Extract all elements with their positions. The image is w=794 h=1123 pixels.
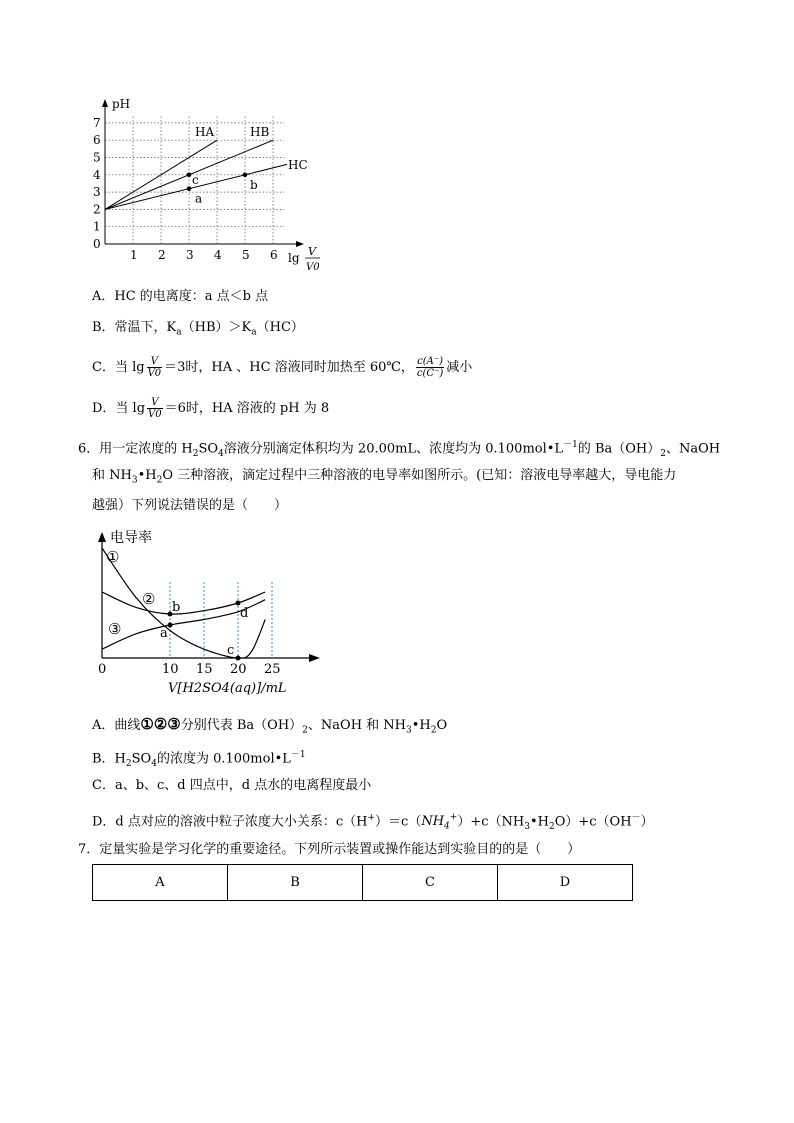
q5-option-c: C．当 lg $\frac{V}{V0}$ ＝3时，HA 、HC 溶液同时加热至 60℃， $\frac{c(A^-)}{c(C^-)}$ 减小	[92, 356, 473, 379]
curve-label-1: ①	[106, 548, 120, 566]
q6-option-b: B．$H_2SO_4$的浓度为 $0.100mol•L^{-1}$	[92, 750, 306, 769]
y-tick-label: 1	[93, 219, 101, 234]
q5-option-a: A．HC 的电离度：a 点＜b 点	[92, 289, 269, 304]
q5-option-b: B．常温下，$K_a(HB)>K_a(HC)$	[92, 320, 304, 338]
x-tick-label: 1	[130, 248, 138, 262]
q7-header-b: B	[228, 865, 363, 901]
x-axis-label-num: V	[308, 245, 316, 258]
y-axis-label: pH	[112, 97, 131, 111]
point-b	[243, 173, 248, 178]
point-label-a: a	[160, 626, 168, 641]
point-label-c: c	[227, 643, 235, 658]
y-axis-arrow	[102, 99, 108, 107]
chart1-axes	[102, 99, 304, 247]
series-label-ha: HA	[195, 125, 215, 139]
q6-stem-line1: 6．用一定浓度的 $H_2SO_4$溶液分别滴定体积均为 20.00mL、浓度均为 $0.100mol•L^{-1}$的 $Ba(OH)_2$、NaOH	[78, 440, 721, 459]
y-tick-label: 2	[93, 202, 101, 217]
q5d-fraction-v: $\frac{V}{V0}$	[148, 397, 162, 420]
q6-stem-line2: 和 $NH_3•H_2O$ 三种溶液，滴定过程中三种溶液的电导率如图所示。(已知：溶液电导率越大，导电能力	[92, 468, 677, 486]
x-tick-label: 3	[186, 248, 194, 262]
q7-stem: 7．定量实验是学习化学的重要途径。下列所示装置或操作能达到实验目的的是（ ）	[78, 842, 581, 857]
x-axis-label-prefix: lg	[288, 251, 300, 265]
point-a	[187, 186, 192, 191]
y-tick-label: 7	[93, 115, 101, 130]
y-tick-label: 4	[93, 167, 101, 182]
x-tick-label: 10	[162, 662, 179, 677]
ph-dilution-chart	[80, 92, 340, 282]
y-tick-label: 5	[93, 150, 101, 165]
q7-header-a: A	[93, 865, 228, 901]
chart2-dashed-guides	[170, 582, 272, 658]
point-label-c: c	[192, 172, 199, 187]
series-label-hc: HC	[288, 158, 308, 172]
point-d	[236, 601, 241, 606]
x-tick-label: 0	[98, 662, 107, 677]
q7-header-d: D	[498, 865, 633, 901]
q5c-fraction-v: $\frac{V}{V0}$	[147, 356, 162, 379]
point-label-a: a	[195, 191, 203, 206]
y-tick-label: 0	[93, 237, 101, 251]
x-axis-label-den: V0	[306, 262, 320, 273]
x-axis-label: V[H2SO4(aq)]/mL	[168, 681, 287, 696]
x-tick-label: 6	[270, 248, 278, 262]
point-a	[168, 623, 173, 628]
point-label-b: b	[250, 177, 258, 192]
y-tick-label: 6	[93, 133, 101, 148]
q5c-fraction-conc: $\frac{c(A^-)}{c(C^-)}$	[416, 356, 444, 379]
x-axis-arrow	[296, 241, 304, 247]
q7-options-table	[92, 864, 633, 901]
q6-option-a: A．曲线①②③分别代表 $Ba(OH)_2$、NaOH 和 $NH_3•H_2O$	[92, 715, 448, 736]
curve-label-2: ②	[142, 590, 156, 608]
y-axis-label: 电导率	[110, 530, 152, 546]
x-tick-label: 2	[158, 248, 166, 262]
x-tick-label: 4	[214, 248, 222, 262]
q7-header-c: C	[363, 865, 498, 901]
x-tick-label: 5	[242, 248, 250, 262]
conductivity-chart	[88, 528, 338, 700]
table-row	[93, 865, 633, 901]
q5-option-d: D．当 lg $\frac{V}{V0}$ ＝6时，HA 溶液的 pH 为 8	[92, 397, 330, 420]
point-label-b: b	[172, 600, 181, 615]
point-c	[236, 656, 241, 661]
y-tick-label: 3	[93, 185, 101, 200]
series-label-hb: HB	[250, 125, 270, 139]
x-tick-label: 20	[230, 662, 247, 677]
x-tick-label: 15	[196, 662, 213, 677]
chart1-text	[93, 97, 320, 273]
chart2-axes	[98, 532, 320, 662]
x-tick-label: 25	[264, 662, 281, 677]
point-label-d: d	[240, 606, 249, 621]
x-axis-arrow	[309, 654, 320, 662]
curve-label-3: ③	[108, 620, 122, 638]
q6-stem-line3: 越强）下列说法错误的是（ ）	[92, 498, 288, 513]
point-c	[187, 173, 192, 178]
y-axis-arrow	[98, 532, 106, 542]
q6-option-d: D．d 点对应的溶液中粒子浓度大小关系：$c(H^+)=c(NH_4^+)+c(NH_3•H_2O)+c(OH^-)$	[92, 813, 654, 832]
chart2-series	[102, 548, 265, 658]
q6-option-c: C．a、b、c、d 四点中，d 点水的电离程度最小	[92, 778, 372, 793]
